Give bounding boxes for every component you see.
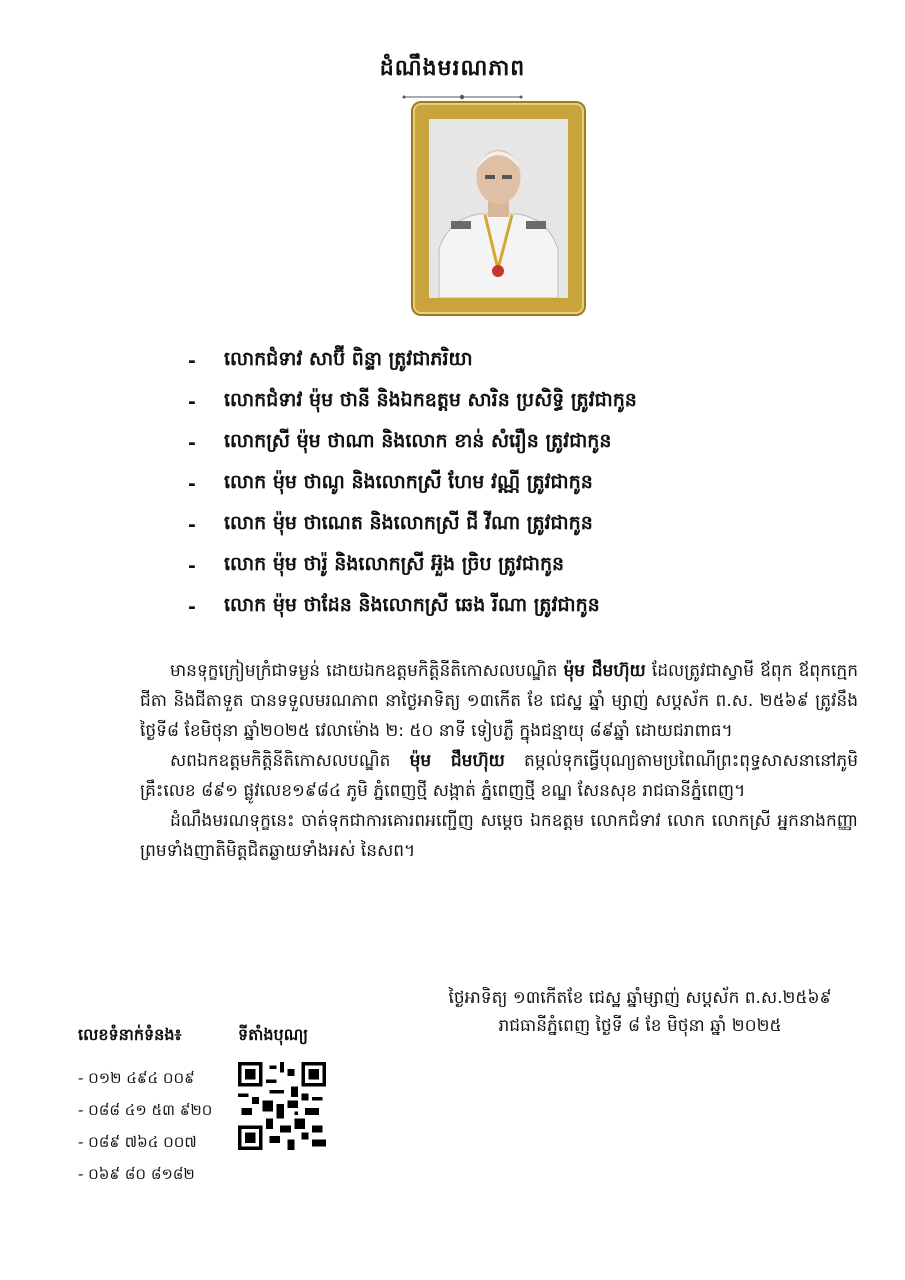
announcement-paragraph — [140, 656, 858, 746]
family-list — [188, 340, 828, 627]
family-item — [188, 545, 828, 586]
portrait-frame — [415, 105, 582, 312]
family-member-text: លោក ម៉ុម ថាណូ និងលោកស្រី ហែម វណ្ណី ត្រូវជាកូន — [224, 470, 593, 493]
paragraph-text: សពឯកឧត្តមកិត្តិនីតិកោសលបណ្ឌិត — [170, 751, 410, 771]
qr-code-icon[interactable] — [238, 1062, 326, 1150]
location-title: ទីតាំងបុណ្យ — [238, 1025, 308, 1044]
family-member-text: លោក ម៉ុម ថារ៉ូ និងលោកស្រី អ៊ួង ច្រិប ត្រូវជាកូន — [224, 552, 565, 575]
solar-date: រាជធានីភ្នំពេញ ថ្ងៃទី ៨ ខែ មិថុនា ឆ្នាំ ២០២៥ — [498, 1016, 782, 1036]
phone-number[interactable]: - ០៦៩ ៨០ ៨១៨២ — [78, 1165, 195, 1183]
family-item — [188, 422, 828, 463]
family-member-text: លោកជំទាវ សាប៊ី ពិន្ទា ត្រូវជាភរិយា — [224, 347, 473, 370]
family-item — [188, 340, 828, 381]
paragraph-text: តម្កល់ទុកធ្វើបុណ្យតាមប្រពៃណីព្រះពុទ្ធសាសនានៅភូមិគ្រឹះលេខ ៨៩១ ផ្លូវលេខ១៩៨៤ ភូមិ ភ្នំពេញថ្មី សង្កាត់ ភ្នំពេញថ្មី ខណ្ឌ សែនសុខ រាជធានីភ្នំពេញ។ — [140, 751, 858, 801]
family-member-text: លោក ម៉ុម ថាដែន និងលោកស្រី ឆេង រីណា ត្រូវជាកូន — [224, 593, 600, 616]
location-block — [238, 1024, 358, 1154]
family-member-text: លោកស្រី ម៉ុម ថាណា និងលោក ខាន់ សំរឿន ត្រូវជាកូន — [224, 429, 612, 452]
list-dash: - — [188, 554, 196, 577]
contact-block — [78, 1024, 228, 1190]
contact-title: លេខទំនាក់ទំនង៖ — [78, 1025, 182, 1044]
family-item — [188, 463, 828, 504]
list-dash: - — [188, 513, 196, 536]
paragraph-text: មានទុក្ខក្រៀមក្រំជាទម្ងន់ ដោយឯកឧត្តមកិត្តិនីតិកោសលបណ្ឌិត — [170, 661, 564, 681]
announcement-paragraph: ដំណឹងមរណទុក្ខនេះ ចាត់ទុកជាការគោរពអញ្ជើញ សម្តេច ឯកឧត្តម លោកជំទាវ លោក លោកស្រី អ្នកនាងកញ្ញា ព្រមទាំងញាតិមិត្តជិតឆ្ងាយទាំងអស់ នៃសព។ — [140, 811, 858, 861]
lunar-date: ថ្ងៃអាទិត្យ ១៣កើតខែ ជេស្ឋ ឆ្នាំម្សាញ់ សប្តស័ក ព.ស.២៥៦៩ — [448, 988, 832, 1008]
family-item — [188, 504, 828, 545]
phone-number[interactable]: - ០៨៨ ៤១ ៥៣ ៩២០ — [78, 1101, 213, 1119]
family-member-text: លោកជំទាវ ម៉ុម ថានី និងឯកឧត្តម សារិន ប្រសិទ្ធិ ត្រូវជាកូន — [224, 388, 637, 411]
deceased-name: ម៉ុម ជឹមហ៊ុយ — [409, 751, 505, 771]
paragraph-text: ដែលត្រូវជាស្វាមី ឪពុក ឪពុកក្មេក ជីតា និងជីតាទួត បានទទួលមរណភាព នាថ្ងៃអាទិត្យ ១៣កើត ខែ ជេស្ឋ ឆ្នាំ ម្សាញ់ សប្តស័ក ព.ស. ២៥៦៩ ត្រូវនឹងថ្ងៃទី៨ ខែមិថុនា ឆ្នាំ២០២៥ វេលាម៉ោង ២: ៥០ នាទី ទៀបភ្លឺ ក្នុងជន្មាយុ ៨៩ឆ្នាំ ដោយជរាពាធ។ — [140, 661, 858, 741]
family-item — [188, 381, 828, 422]
ornament-divider — [400, 92, 525, 102]
phone-number[interactable]: - ០១២ ៤៩៤ ០០៩ — [78, 1069, 195, 1087]
list-dash: - — [188, 349, 196, 372]
date-block — [420, 984, 860, 1040]
deceased-name: ម៉ុម ជឹមហ៊ុយ — [563, 661, 646, 681]
phone-number[interactable]: - ០៨៩ ៧៦៤ ០០៧ — [78, 1133, 197, 1151]
announcement-paragraph — [140, 746, 858, 806]
announcement-body — [140, 656, 858, 866]
list-dash: - — [188, 390, 196, 413]
list-dash: - — [188, 472, 196, 495]
list-dash: - — [188, 595, 196, 618]
family-member-text: លោក ម៉ុម ថាណេត និងលោកស្រី ជី វីណា ត្រូវជាកូន — [224, 511, 593, 534]
portrait-photo — [429, 119, 568, 298]
list-dash: - — [188, 431, 196, 454]
page-title: ដំណឹងមរណភាព — [379, 56, 526, 81]
family-item — [188, 586, 828, 627]
